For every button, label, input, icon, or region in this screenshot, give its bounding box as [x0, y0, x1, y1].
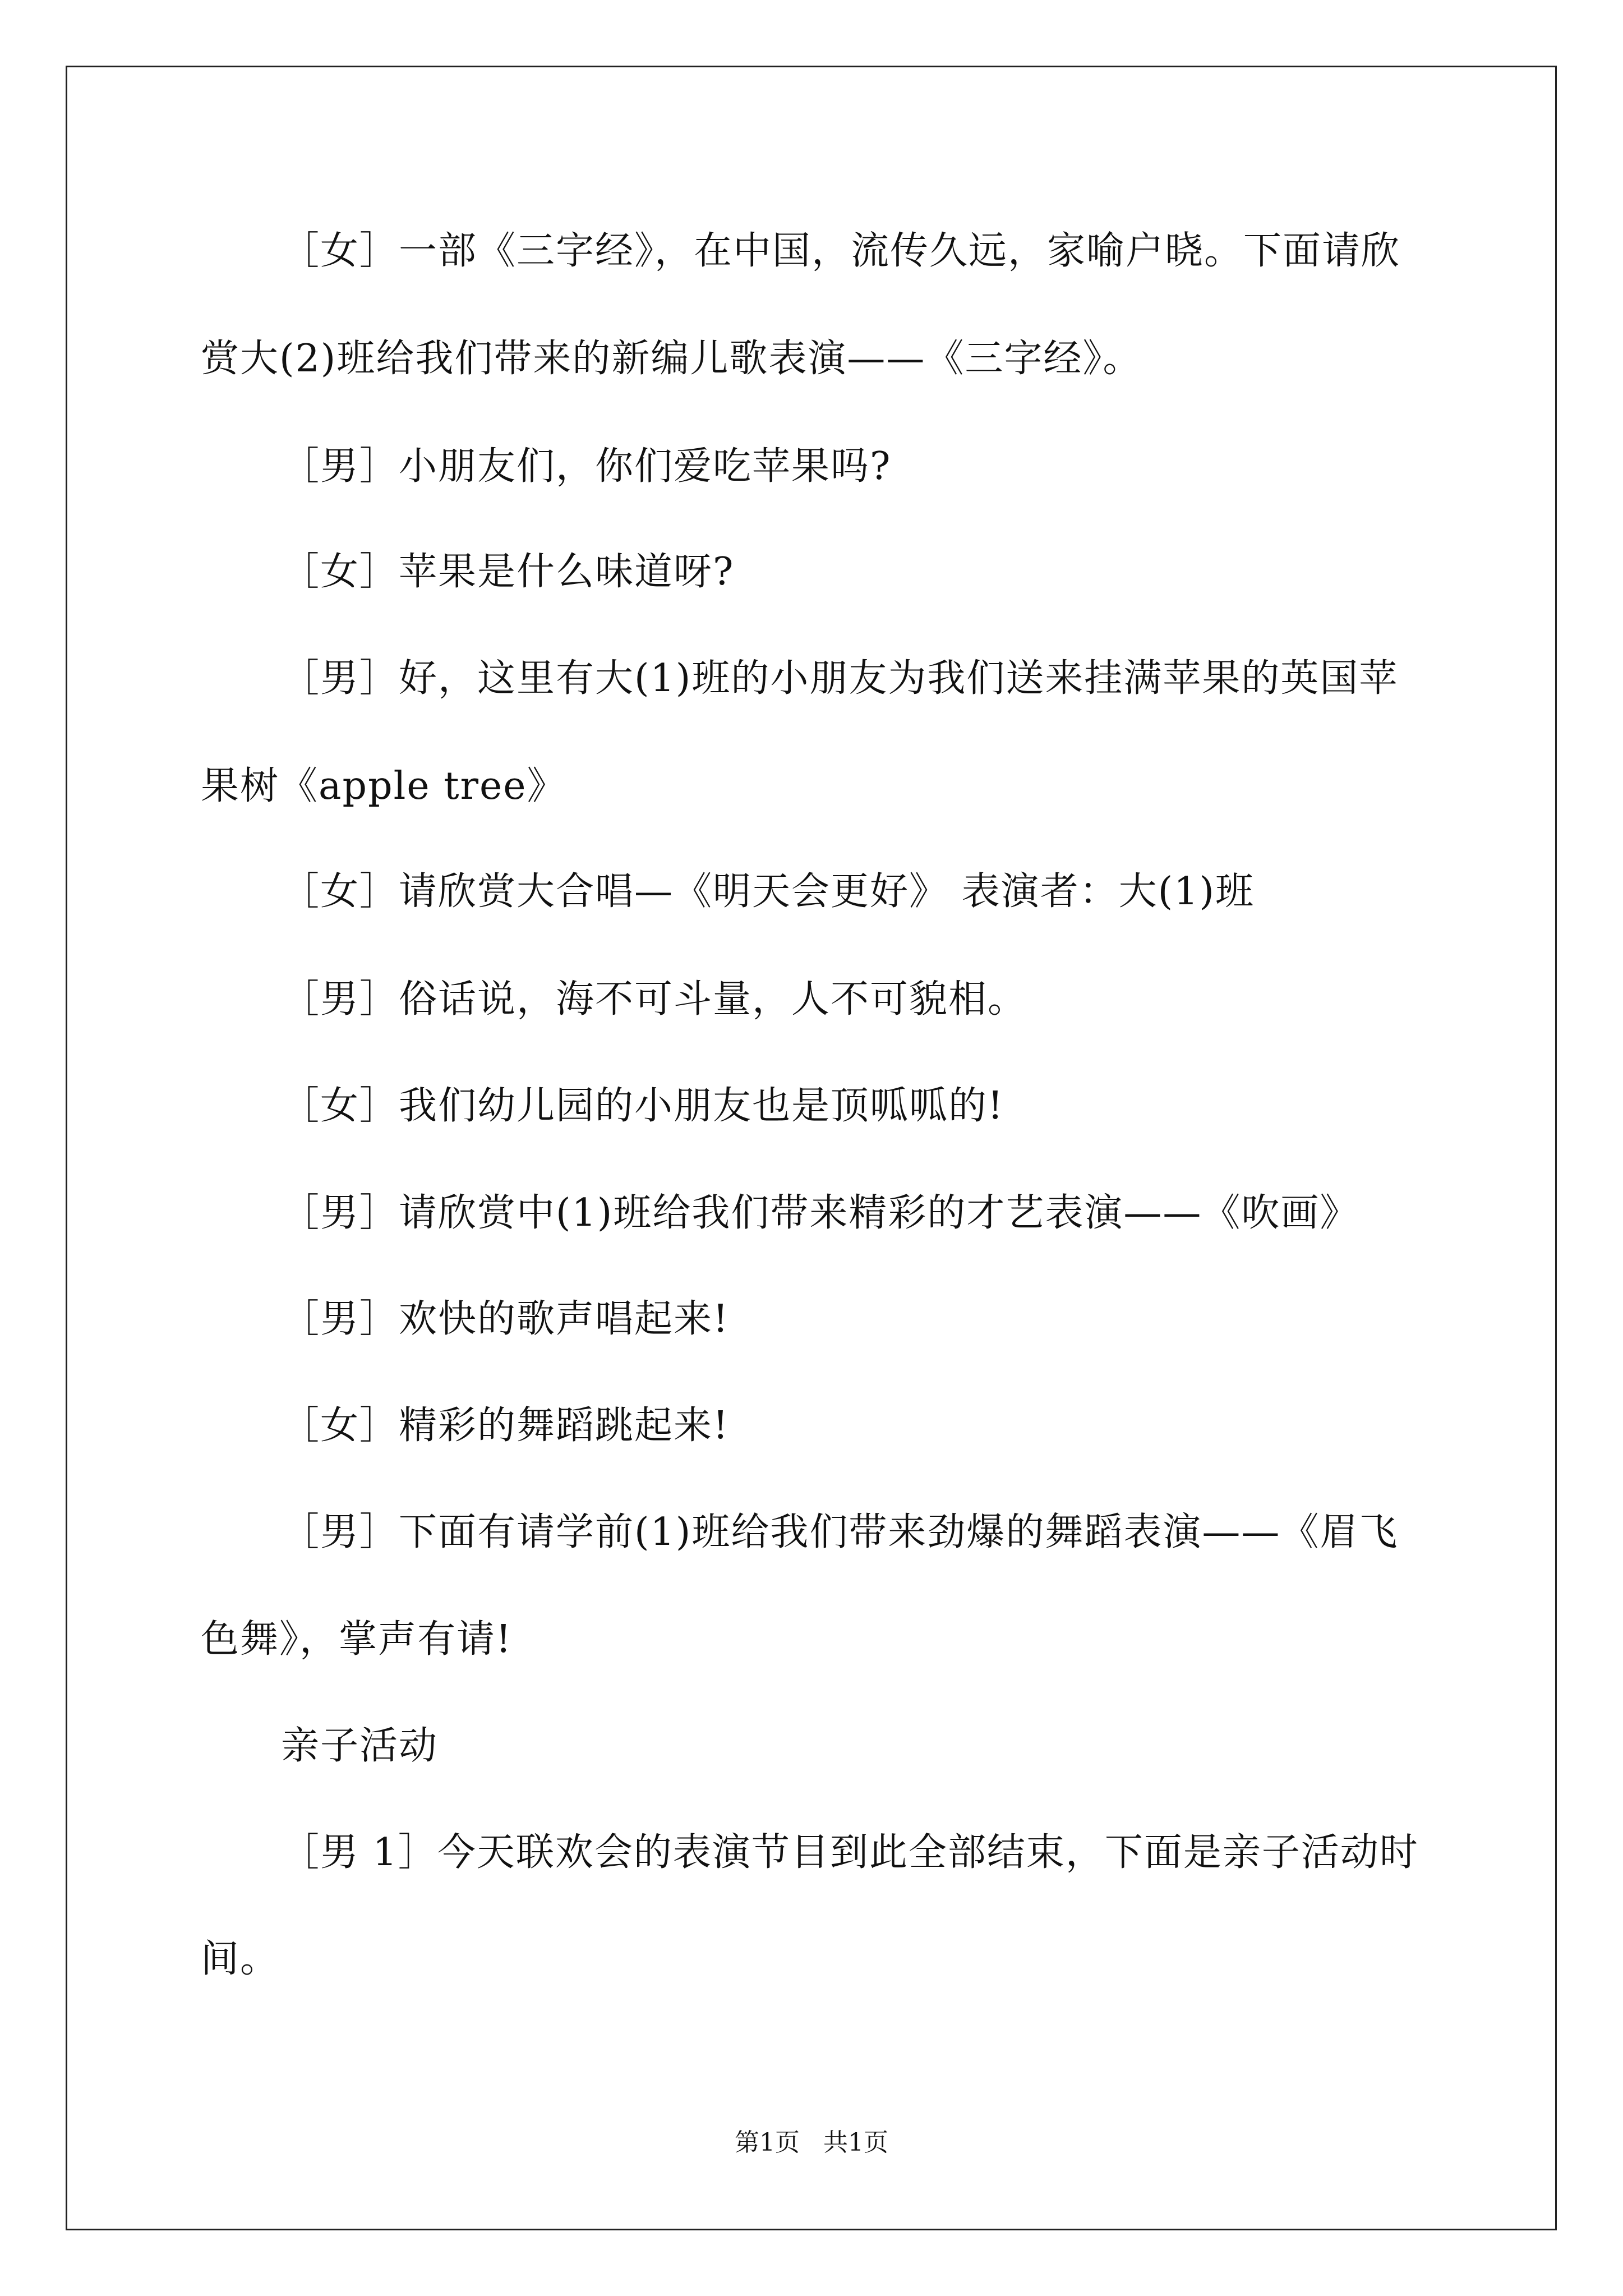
text-line: ［男］俗话说，海不可斗量，人不可貌相。	[281, 977, 1027, 1022]
text-line: ［男］请欣赏中(1)班给我们带来精彩的才艺表演——《吹画》	[281, 1191, 1359, 1235]
text-line: 果树《apple tree》	[201, 764, 566, 808]
text-line: ［女］精彩的舞蹈跳起来!	[281, 1404, 730, 1448]
text-line: ［男］欢快的歌声唱起来!	[281, 1297, 730, 1341]
text-line: ［男］小朋友们，你们爱吃苹果吗?	[281, 444, 892, 489]
text-line: ［男］下面有请学前(1)班给我们带来劲爆的舞蹈表演——《眉飞	[281, 1510, 1399, 1554]
text-line: 赏大(2)班给我们带来的新编儿歌表演——《三字经》。	[201, 337, 1142, 381]
text-line: 色舞》，掌声有请!	[201, 1617, 513, 1662]
text-line: ［女］苹果是什么味道呀?	[281, 550, 735, 594]
page-total: 共1页	[823, 2128, 888, 2157]
text-line: ［男 1］今天联欢会的表演节目到此全部结束，下面是亲子活动时	[281, 1830, 1419, 1875]
text-line: 间。	[201, 1937, 280, 1981]
page-border	[66, 66, 1557, 2230]
text-line: ［男］好，这里有大(1)班的小朋友为我们送来挂满苹果的英国苹	[281, 656, 1399, 701]
text-line: ［女］请欣赏大合唱—《明天会更好》 表演者：大(1)班	[281, 869, 1255, 914]
page-footer	[0, 2126, 1623, 2160]
text-line: ［女］一部《三字经》，在中国，流传久远，家喻户晓。下面请欣	[281, 229, 1401, 273]
text-line: ［女］我们幼儿园的小朋友也是顶呱呱的!	[281, 1084, 1004, 1128]
page-number: 第1页	[735, 2128, 800, 2157]
text-line: 亲子活动	[281, 1724, 439, 1768]
